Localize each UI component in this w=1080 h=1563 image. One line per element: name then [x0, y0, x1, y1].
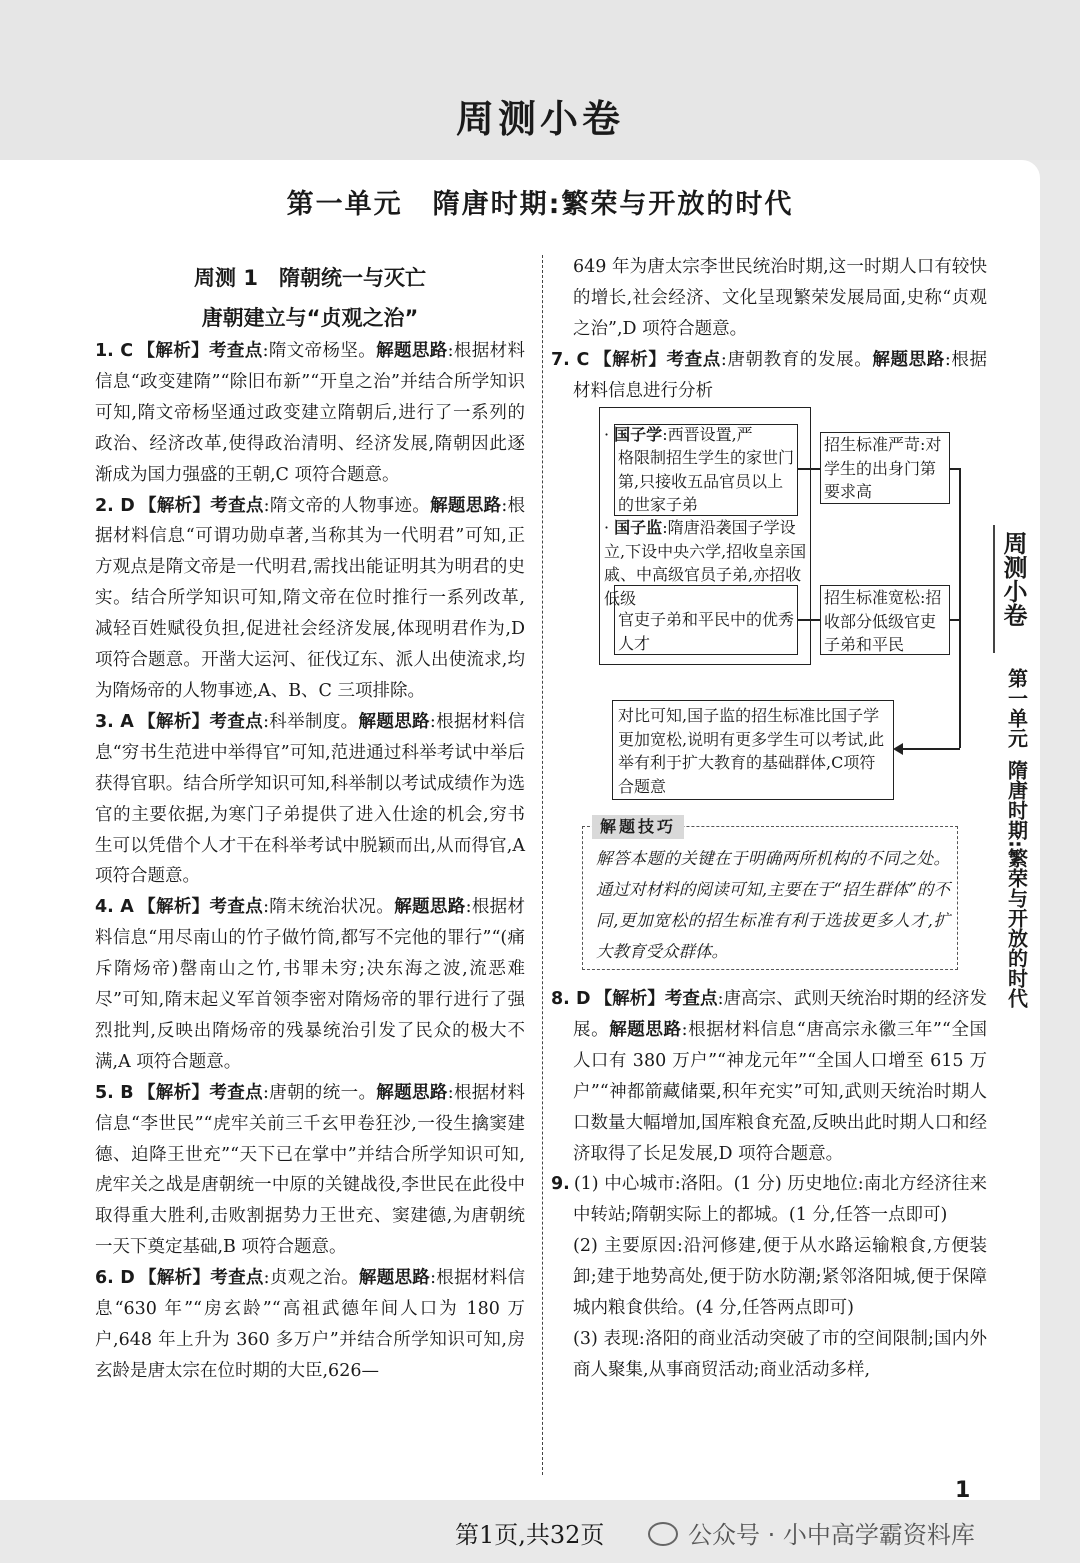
diagram-guozixue-detail: 格限制招生学生的家世门第,只接收五品官员以上的世家子弟: [618, 448, 795, 514]
answer-item-2: 2. D 【解析】考查点:隋文帝的人物事迹。解题思路:根据材料信息“可谓功勋卓著,当称其为一代明君”可知,正方观点是隋文帝是一代明君,需找出能证明其为明君的史实。结合所学知识可知,隋文帝在位时推行一系列改革,减轻百姓赋役负担,促进社会经济发展,体现明君作为,D 项符合题意。开凿大运河、征伐辽东、派人出使流求,均为隋炀帝的人物事迹,A、B、C 三项排除。: [95, 495, 526, 701]
side-unit-name: 隋唐时期:繁荣与开放的时代: [1004, 760, 1029, 1008]
answer-item-5: 5. B 【解析】考查点:唐朝的统一。解题思路:根据材料信息“李世民”“虎牢关前三千玄甲卷狂沙,一役生擒窦建德、迫降王世充”“天下已在掌中”并结合所学知识可知,虎牢关之战是唐朝统一中原的关键战役,李世民在此役中取得重大胜利,击败割据势力王世充、窦建德,为唐朝统一天下奠定基础,B 项符合题意。: [95, 1082, 526, 1258]
answer-item-6: 6. D 【解析】考查点:贞观之治。解题思路:根据材料信息“630 年”“房玄龄”“高祖武德年间人口为 180 万户,648 年上升为 360 多万户”并结合所学知识可知,房玄龄是唐太宗在位时期的大臣,626—: [95, 1268, 526, 1381]
answer-item-7: 7. C 【解析】考查点:唐朝教育的发展。解题思路:根据材料信息进行分析: [551, 350, 988, 401]
side-tab[interactable]: [993, 525, 1031, 653]
diagram-guozijian-text: · 国子监:隋唐沿袭国子学设立,下设中央六学,招收皇亲国戚、中高级官员子弟,亦招收低级: [604, 518, 807, 608]
diagram-loose-text: 招生标准宽松:招收部分低级官吏子弟和平民: [824, 588, 942, 654]
column-divider: [542, 255, 543, 1475]
watermark-text: 公众号 · 小中高学霸资料库: [688, 1521, 975, 1549]
connector-line: [900, 748, 960, 750]
footer-watermark: [648, 1515, 975, 1550]
lesson-title-line2: 唐朝建立与“贞观之治”: [201, 306, 419, 330]
answer-item-9-part1: 9. (1) 中心城市:洛阳。(1 分) 历史地位:南北方经济往来中转站;隋朝实际上的都城。(1 分,任答一点即可): [551, 1174, 987, 1226]
diagram-guozixue-text: · 国子学:西晋设置,严: [604, 425, 753, 444]
answer-item-1: 1. C 【解析】考查点:隋文帝杨坚。解题思路:根据材料信息“政变建隋”“除旧布新”“开皇之治”并结合所学知识可知,隋文帝杨坚通过政变建立隋朝后,进行了一系列的政治、经济改革,使得政治清明、经济发展,隋朝因此逐渐成为国力强盛的王朝,C 项符合题意。: [95, 341, 526, 485]
footer-page-count: 第1页,共32页: [455, 1521, 605, 1549]
side-unit-title: [1000, 668, 1032, 1008]
diagram-conclusion-text: 对比可知,国子监的招生标准比国子学更加宽松,说明有更多学生可以考试,此举有利于扩大教育的基础群体,C项符合题意: [618, 706, 885, 796]
answer-item-6-continued: 649 年为唐太宗李世民统治时期,这一时期人口有较快的增长,社会经济、文化呈现繁荣发展局面,史称“贞观之治”,D 项符合题意。: [573, 257, 987, 339]
tips-label: 解题技巧: [592, 815, 684, 839]
diagram-strict-text: 招生标准严苛:对学生的出身门第要求高: [824, 435, 942, 501]
unit-name: 隋唐时期:繁荣与开放的时代: [432, 189, 794, 220]
unit-title: [0, 182, 1080, 221]
wechat-icon: [648, 1522, 678, 1546]
arrow-icon: [893, 743, 903, 755]
lesson-title-line1: 周测 1 隋朝统一与灭亡: [194, 266, 426, 290]
page-number: 1: [955, 1478, 971, 1503]
right-column-top: [573, 252, 987, 345]
right-column-bottom: [551, 984, 987, 1386]
tips-text: 解答本题的关键在于明确两所机构的不同之处。通过对材料的阅读可知,主要在于“招生群体”的不同,更加宽松的招生标准有利于选拔更多人才,扩大教育受众群体。: [596, 849, 950, 961]
side-tab-label: 周测小卷: [999, 531, 1027, 627]
answer-item-3: 3. A 【解析】考查点:科举制度。解题思路:根据材料信息“穷书生范进中举得官”可知,范进通过科举考试中举后获得官职。结合所学知识可知,科举制以考试成绩作为选官的主要依据,为寒门子弟提供了进入仕途的机会,穷书生可以凭借个人才干在科举考试中脱颖而出,从而得官,A 项符合题意。: [95, 711, 525, 887]
connector-line: [959, 468, 961, 748]
connector-line: [798, 619, 820, 621]
answer-item-9-part3: (3) 表现:洛阳的商业活动突破了市的空间限制;国内外商人聚集,从事商贸活动;商业活动多样,: [573, 1328, 987, 1380]
answer-item-9-part2: (2) 主要原因:沿河修建,便于从水路运输粮食,方便装卸;建于地势高处,便于防水防潮;紧邻洛阳城,便于保障城内粮食供给。(4 分,任答两点即可): [573, 1236, 987, 1319]
side-unit-label: 第一单元: [1004, 668, 1029, 748]
diagram-guozijian-detail: 官吏子弟和平民中的优秀人才: [618, 610, 795, 653]
page-title: 周测小卷: [455, 97, 624, 141]
answer-item-4: 4. A 【解析】考查点:隋末统治状况。解题思路:根据材料信息“用尽南山的竹子做竹筒,都写不完他的罪行”“(痛斥隋炀帝)罄南山之竹,书罪未穷;决东海之波,流恶难尽”可知,隋末起义军首领李密对隋炀帝的罪行进行了强烈批判,反映出隋炀帝的残暴统治引发了民众的极大不满,A 项符合题意。: [95, 897, 526, 1072]
connector-line: [798, 468, 820, 470]
left-column: [95, 336, 525, 1387]
unit-label: 第一单元: [286, 189, 403, 220]
answer-item-8: 8. D 【解析】考查点:唐高宗、武则天统治时期的经济发展。解题思路:根据材料信息“唐高宗永徽三年”“全国人口有 380 万户”“神龙元年”“全国人口增至 615 万户”“神都箭藏储粟,积年充实”可知,武则天统治时期人口数量大幅增加,国库粮食充盈,反映出此时期人口和经济取得了长足发展,D 项符合题意。: [551, 989, 988, 1164]
